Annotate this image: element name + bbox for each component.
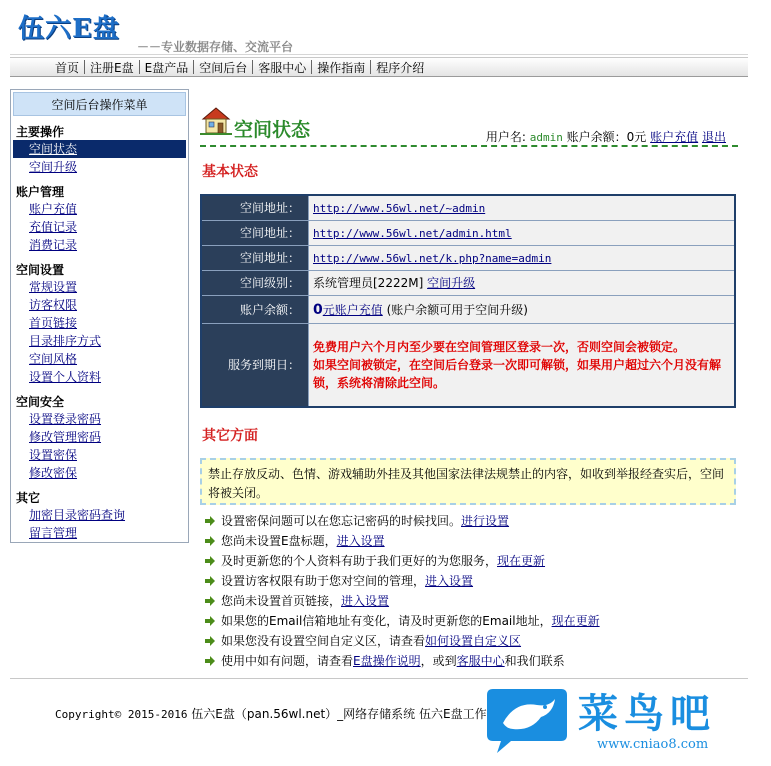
recharge-link[interactable]: 账户充值: [650, 130, 699, 144]
nav-register[interactable]: 注册E盘: [90, 60, 134, 75]
sidebar-group-title: 空间安全: [16, 395, 65, 409]
sidebar-group-main: [11, 124, 188, 176]
space-address-label: 空间地址：: [201, 195, 309, 220]
bird-logo-icon: [485, 683, 569, 755]
arrow-icon: [205, 636, 215, 646]
site-slogan: －－专业数据存储、交流平台: [137, 40, 294, 54]
tip-link[interactable]: 进入设置: [425, 574, 474, 588]
header-divider: [10, 54, 748, 55]
tip-link[interactable]: 客服中心: [456, 654, 505, 668]
list-item: [205, 631, 600, 651]
tip-link[interactable]: 如何设置自定义区: [425, 634, 522, 648]
nav-guide[interactable]: 操作指南: [317, 60, 366, 75]
logout-link[interactable]: 退出: [701, 130, 726, 144]
sidebar-item-general[interactable]: 常规设置: [29, 280, 78, 294]
list-item: [205, 571, 600, 591]
watermark-text: 菜鸟吧: [578, 690, 716, 737]
sidebar-group-title: 账户管理: [16, 185, 65, 199]
space-level-value: 系统管理员[2222M]: [313, 276, 424, 290]
sidebar-group-title: 主要操作: [16, 125, 65, 139]
sidebar-menu: [10, 89, 189, 543]
arrow-icon: [205, 516, 215, 526]
sidebar-item-change-security[interactable]: 修改密保: [29, 466, 78, 480]
space-address-link-1[interactable]: http://www.56wl.net/~admin: [313, 201, 486, 215]
upgrade-link[interactable]: 空间升级: [427, 276, 476, 290]
expire-warning-1: 免费用户六个月内至少要在空间管理区登录一次，否则空间会被锁定。: [313, 339, 686, 354]
footer-divider: [10, 678, 748, 679]
tip-text: 您尚未设置E盘标题，: [221, 534, 337, 548]
sidebar-item-profile[interactable]: 设置个人资料: [29, 370, 102, 384]
sidebar-item-recharge-log[interactable]: 充值记录: [29, 220, 78, 234]
nav-support[interactable]: 客服中心: [258, 60, 307, 75]
list-item: [205, 551, 600, 571]
watermark-url: www.cniao8.com: [597, 737, 709, 752]
sidebar-item-space-upgrade[interactable]: 空间升级: [29, 160, 78, 174]
balance-amount: 0: [313, 301, 323, 318]
space-address-label: 空间地址：: [201, 220, 309, 245]
tip-text: 设置访客权限有助于您对空间的管理，: [221, 574, 426, 588]
tip-link[interactable]: 进入设置: [336, 534, 385, 548]
list-item: [205, 591, 600, 611]
sidebar-group-title: 空间设置: [16, 263, 65, 277]
status-table: [200, 194, 736, 408]
tip-link[interactable]: 进入设置: [341, 594, 390, 608]
space-address-link-2[interactable]: http://www.56wl.net/admin.html: [313, 226, 512, 240]
balance-label: 账户余额：0元: [566, 130, 647, 144]
sidebar-item-dir-password[interactable]: 加密目录密码查询: [29, 508, 126, 522]
sidebar-group-account: [11, 184, 188, 254]
space-level-label: 空间级别：: [201, 270, 309, 295]
arrow-icon: [205, 556, 215, 566]
footer-copyright: Copyright© 2015-2016: [55, 708, 188, 721]
sidebar-group-security: [11, 394, 188, 482]
username-label: 用户名:: [485, 130, 526, 144]
sidebar-item-messages[interactable]: 留言管理: [29, 526, 78, 540]
sidebar-item-spend-log[interactable]: 消费记录: [29, 238, 78, 252]
sidebar-item-visitor-permission[interactable]: 访客权限: [29, 298, 78, 312]
legal-notice: 禁止存放反动、色情、游戏辅助外挂及其他国家法律法规禁止的内容，如收到举报经查实后，空间将被关闭。: [200, 458, 736, 505]
title-divider: [200, 145, 738, 147]
list-item: [205, 531, 600, 551]
tip-text: 您尚未设置首页链接，: [221, 594, 342, 608]
tips-list: [205, 511, 600, 671]
sidebar-item-style[interactable]: 空间风格: [29, 352, 78, 366]
account-balance-label: 账户余额：: [201, 295, 309, 323]
site-logo[interactable]: 伍六E盘: [18, 14, 120, 44]
sidebar-item-admin-password[interactable]: 修改管理密码: [29, 430, 102, 444]
balance-recharge-link[interactable]: 元账户充值: [322, 302, 383, 317]
user-bar: [486, 128, 726, 145]
footer-site: 伍六E盘（pan.56wl.net）_网络存储系统 伍六E盘工作: [191, 707, 487, 721]
section-basic-status: 基本状态: [202, 164, 258, 180]
list-item: [205, 511, 600, 531]
sidebar-group-other: [11, 490, 188, 542]
space-address-label: 空间地址：: [201, 245, 309, 270]
arrow-icon: [205, 596, 215, 606]
arrow-icon: [205, 656, 215, 666]
nav-admin[interactable]: 空间后台: [199, 60, 248, 75]
nav-intro[interactable]: 程序介绍: [376, 60, 425, 75]
arrow-icon: [205, 576, 215, 586]
top-nav: [10, 57, 748, 77]
sidebar-item-home-links[interactable]: 首页链接: [29, 316, 78, 330]
balance-note: (账户余额可用于空间升级): [386, 302, 528, 317]
tip-text: 及时更新您的个人资料有助于我们更好的为您服务，: [221, 554, 498, 568]
tip-text: 设置密保问题可以在您忘记密码的时候找回。: [221, 514, 462, 528]
sidebar-item-dir-sort[interactable]: 目录排序方式: [29, 334, 102, 348]
expire-warning-2: 如果空间被锁定，在空间后台登录一次即可解锁，如果用户超过六个月没有解锁，系统将清除此空间。: [313, 357, 722, 390]
tip-text: 和我们联系: [504, 654, 565, 668]
arrow-icon: [205, 616, 215, 626]
sidebar-item-space-status[interactable]: 空间状态: [13, 140, 186, 158]
sidebar-item-set-security[interactable]: 设置密保: [29, 448, 78, 462]
sidebar-group-title: 其它: [16, 491, 41, 505]
username-value: admin: [529, 131, 563, 144]
sidebar-title: 空间后台操作菜单: [13, 92, 186, 116]
list-item: [205, 611, 600, 631]
footer: [55, 705, 487, 722]
tip-text: 如果您的Email信箱地址有变化，请及时更新您的Email地址，: [221, 614, 552, 628]
tip-text: 使用中如有问题，请查看: [221, 654, 354, 668]
nav-products[interactable]: E盘产品: [144, 60, 189, 75]
house-icon: [199, 104, 233, 136]
tip-link[interactable]: E盘操作说明: [353, 654, 421, 668]
tip-link[interactable]: 进行设置: [461, 514, 510, 528]
sidebar-item-login-password[interactable]: 设置登录密码: [29, 412, 102, 426]
nav-home[interactable]: 首页: [55, 60, 80, 75]
expire-date-label: 服务到期日：: [201, 323, 309, 407]
tip-text: 如果您没有设置空间自定义区，请查看: [221, 634, 426, 648]
sidebar-item-recharge[interactable]: 账户充值: [29, 202, 78, 216]
space-address-link-3[interactable]: http://www.56wl.net/k.php?name=admin: [313, 251, 552, 265]
tip-text: ，或到: [420, 654, 457, 668]
arrow-icon: [205, 536, 215, 546]
sidebar-group-settings: [11, 262, 188, 386]
tip-link[interactable]: 现在更新: [551, 614, 600, 628]
page-title: 空间状态: [234, 119, 311, 141]
section-other: 其它方面: [202, 428, 258, 444]
tip-link[interactable]: 现在更新: [497, 554, 546, 568]
list-item: [205, 651, 600, 671]
